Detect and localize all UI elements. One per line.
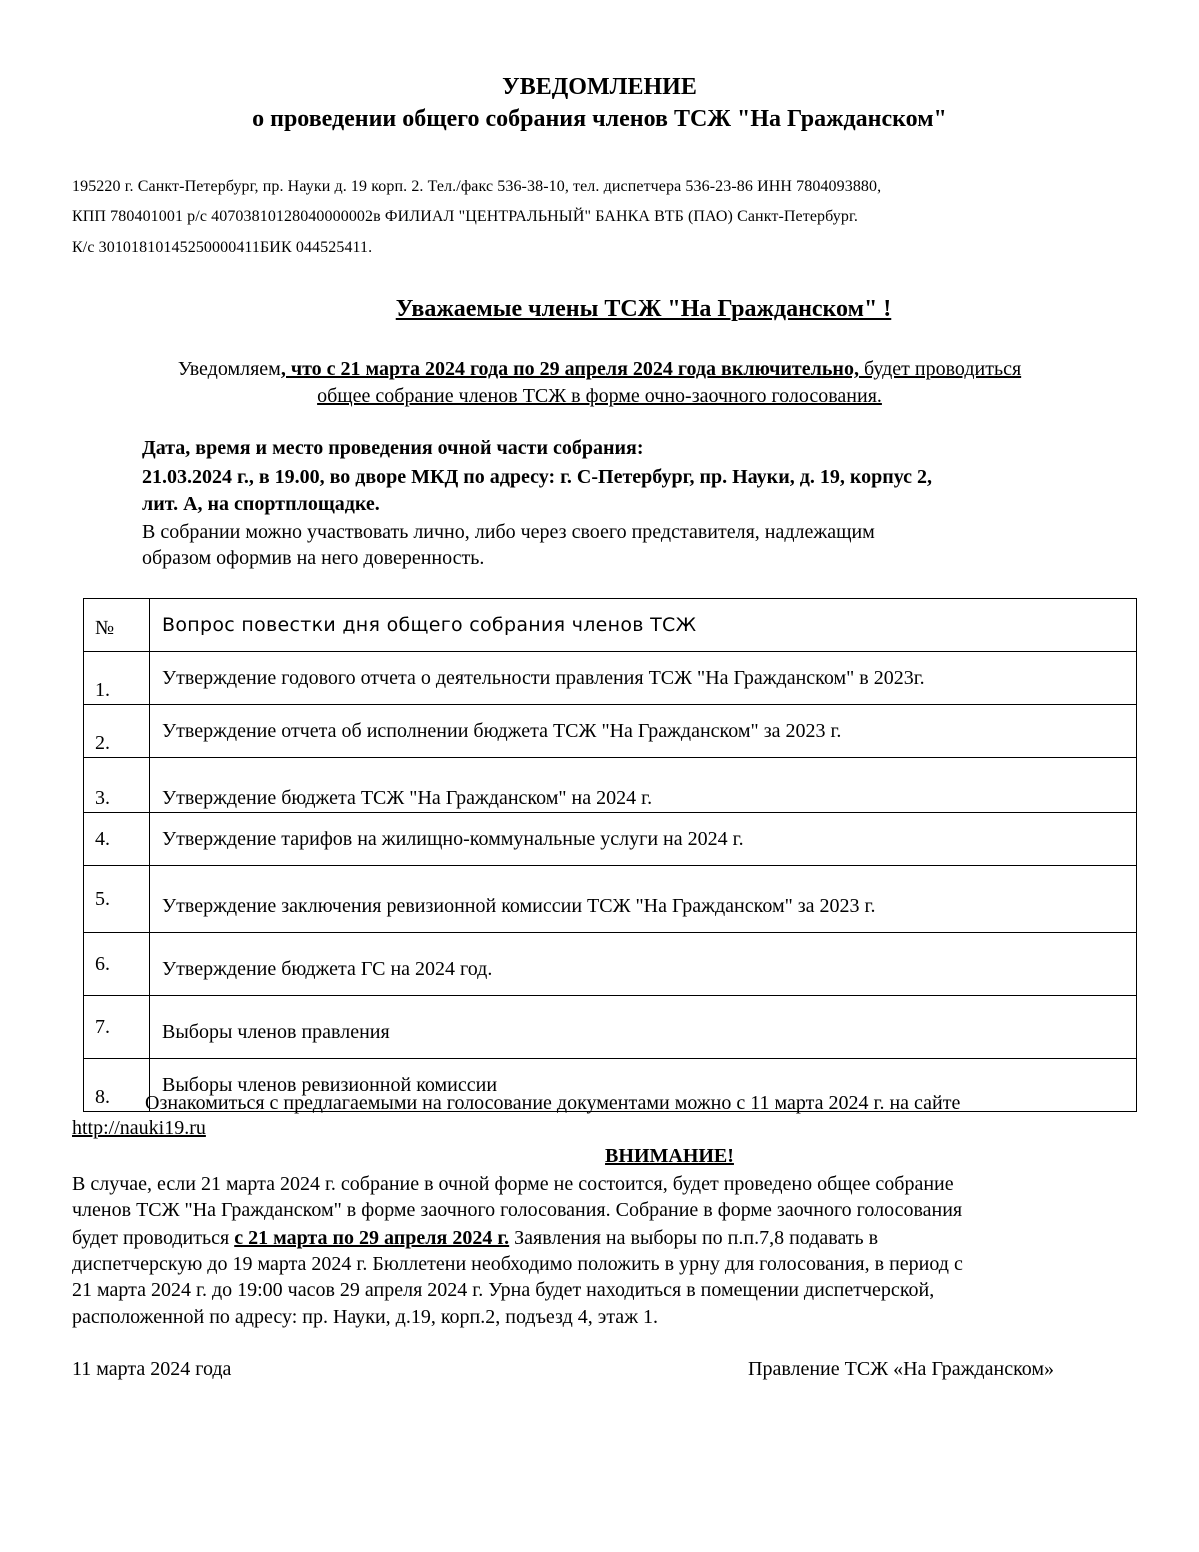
agenda-row-text: Утверждение тарифов на жилищно-коммунальные услуги на 2024 г. xyxy=(150,813,1137,866)
table-row xyxy=(84,866,1137,933)
notice-period: , что с 21 марта 2024 года по 29 апреля 2024 года включительно, xyxy=(280,358,859,380)
agenda-row-num: 7. xyxy=(84,996,150,1059)
attention-line-3-c: Заявления на выборы по п.п.7,8 подавать в xyxy=(509,1227,879,1249)
meeting-line-3: В собрании можно участвовать лично, либо через своего представителя, надлежащим xyxy=(142,521,875,543)
table-row xyxy=(84,705,1137,758)
agenda-row-text: Утверждение заключения ревизионной комиссии ТСЖ "На Гражданском" за 2023 г. xyxy=(150,866,1137,933)
agenda-row-text: Утверждение бюджета ТСЖ "На Гражданском" на 2024 г. xyxy=(150,758,1137,813)
meeting-line-1: 21.03.2024 г., в 19.00, во дворе МКД по адресу: г. С-Петербург, пр. Науки, д. 19, корпус 2, xyxy=(142,466,932,488)
attention-line-5: 21 марта 2024 г. до 19:00 часов 29 апреля 2024 г. Урна будет находиться в помещении диспетчерской, xyxy=(72,1279,935,1301)
notice-part-3: будет проводиться xyxy=(858,358,1022,380)
documents-text: Ознакомиться с предлагаемыми на голосование документами можно с 11 марта 2024 г. на сайте xyxy=(145,1092,961,1114)
table-row xyxy=(84,933,1137,996)
agenda-row-num: 8. xyxy=(84,1059,150,1112)
agenda-header-row xyxy=(84,599,1137,652)
agenda-header-num: № xyxy=(84,599,150,652)
notice-line-2: общее собрание членов ТСЖ в форме очно-заочного голосования. xyxy=(317,385,882,407)
attention-line-4: диспетчерскую до 19 марта 2024 г. Бюллетени необходимо положить в урну для голосования, в период с xyxy=(72,1253,963,1275)
table-row xyxy=(84,758,1137,813)
requisites-line-1: 195220 г. Санкт-Петербург, пр. Науки д. 19 корп. 2. Тел./факс 536-38-10, тел. диспетчера 536-23-86 ИНН 7804093880, xyxy=(72,178,882,195)
meeting-line-4: образом оформив на него доверенность. xyxy=(142,547,485,569)
attention-line-1: В случае, если 21 марта 2024 г. собрание в очной форме не состоится, будет проведено общее собрание xyxy=(72,1173,954,1195)
table-row xyxy=(84,996,1137,1059)
agenda-row-num: 3. xyxy=(84,758,150,813)
document-subtitle: о проведении общего собрания членов ТСЖ "На Гражданском" xyxy=(252,106,947,132)
agenda-header-question: Вопрос повестки дня общего собрания членов ТСЖ xyxy=(150,599,1137,652)
attention-line-3 xyxy=(72,1226,878,1251)
agenda-row-num: 2. xyxy=(84,705,150,758)
attention-line-6: расположенной по адресу: пр. Науки, д.19, корп.2, подъезд 4, этаж 1. xyxy=(72,1306,659,1328)
agenda-row-text: Выборы членов ревизионной комиссии xyxy=(150,1059,1137,1112)
agenda-row-num: 1. xyxy=(84,652,150,705)
agenda-table xyxy=(83,598,1137,1112)
notice-part-1: Уведомляем xyxy=(177,358,281,380)
attention-period: с 21 марта по 29 апреля 2024 г. xyxy=(234,1227,510,1249)
agenda-row-text: Выборы членов правления xyxy=(150,996,1137,1059)
requisites-line-3: К/с 30101810145250000411БИК 044525411. xyxy=(72,239,373,256)
notice-line-1 xyxy=(0,357,1199,382)
agenda-row-text: Утверждение бюджета ГС на 2024 год. xyxy=(150,933,1137,996)
agenda-row-text: Утверждение отчета об исполнении бюджета ТСЖ "На Гражданском" за 2023 г. xyxy=(150,705,1137,758)
table-row xyxy=(84,813,1137,866)
greeting-heading: Уважаемые члены ТСЖ "На Гражданском" ! xyxy=(395,296,892,322)
attention-line-3-a: будет проводиться xyxy=(72,1227,235,1249)
signature: Правление ТСЖ «На Гражданском» xyxy=(748,1358,1055,1380)
document-date: 11 марта 2024 года xyxy=(72,1358,232,1380)
attention-heading: ВНИМАНИЕ! xyxy=(605,1145,734,1167)
meeting-line-2: лит. А, на спортплощадке. xyxy=(142,493,380,515)
agenda-row-num: 6. xyxy=(84,933,150,996)
table-row xyxy=(84,652,1137,705)
agenda-row-num: 4. xyxy=(84,813,150,866)
requisites-line-2: КПП 780401001 р/с 40703810128040000002в ФИЛИАЛ "ЦЕНТРАЛЬНЫЙ" БАНКА ВТБ (ПАО) Санкт-Петербург. xyxy=(72,208,858,225)
agenda-row-num: 5. xyxy=(84,866,150,933)
meeting-heading: Дата, время и место проведения очной части собрания: xyxy=(142,437,644,459)
attention-line-2: членов ТСЖ "На Гражданском" в форме заочного голосования. Собрание в форме заочного голосования xyxy=(72,1199,963,1221)
document-title: УВЕДОМЛЕНИЕ xyxy=(502,74,697,100)
agenda-row-text: Утверждение годового отчета о деятельности правления ТСЖ "На Гражданском" в 2023г. xyxy=(150,652,1137,705)
website-link[interactable]: http://nauki19.ru xyxy=(72,1117,206,1139)
